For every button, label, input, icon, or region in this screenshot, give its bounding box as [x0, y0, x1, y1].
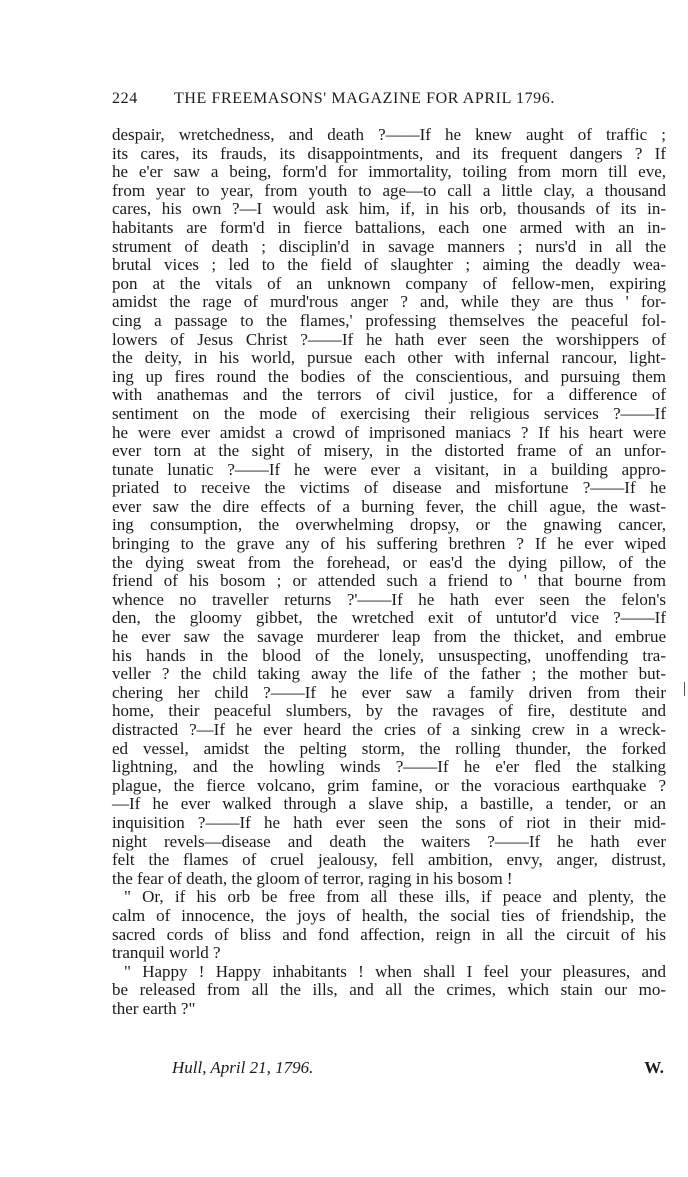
text-line: the dying sweat from the forehead, or eas'd the dying pillow, of the: [112, 552, 666, 572]
margin-mark: [684, 682, 685, 696]
text-line: friend of his bosom ; or attended such a friend to ' that bourne from: [112, 571, 666, 591]
text-line: " Or, if his orb be free from all these ills, if peace and plenty, the: [124, 887, 666, 907]
text-line: veller ? the child taking away the life of the father ; the mother but-: [112, 664, 666, 684]
page-header: [112, 90, 672, 114]
page-number: 224: [112, 90, 138, 107]
author-signature: W.: [644, 1058, 664, 1077]
text-line: ever torn at the sight of misery, in the distorted frame of an unfor-: [112, 441, 666, 461]
text-line: tranquil world ?: [112, 943, 221, 963]
text-line: home, their peaceful slumbers, by the ravages of fire, destitute and: [112, 701, 666, 721]
text-line: ever saw the dire effects of a burning fever, the chill ague, the wast-: [112, 496, 666, 516]
text-line: ing consumption, the overwhelming dropsy, or the gnawing cancer,: [112, 515, 666, 535]
text-line: den, the gloomy gibbet, the wretched exit of untutor'd vice ?——If: [112, 608, 666, 628]
text-line: its cares, its frauds, its disappointments, and its frequent dangers ? If: [112, 143, 666, 163]
text-line: sacred cords of bliss and fond affection, reign in all the circuit of his: [112, 924, 666, 944]
text-line: —If he ever walked through a slave ship, a bastille, a tender, or an: [112, 794, 666, 814]
text-line: chering her child ?——If he ever saw a family driven from their: [112, 682, 666, 702]
text-line: cares, his own ?—I would ask him, if, in his orb, thousands of its in-: [112, 199, 666, 219]
text-line: strument of death ; disciplin'd in savage manners ; nurs'd in all the: [112, 236, 666, 256]
text-line: inquisition ?——If he hath ever seen the sons of riot in their mid-: [112, 812, 666, 832]
text-line: tunate lunatic ?——If he were ever a visitant, in a building appro-: [112, 459, 666, 479]
text-line: cing a passage to the flames,' professing themselves the peaceful fol-: [112, 310, 666, 330]
text-line: the fear of death, the gloom of terror, raging in his bosom !: [112, 868, 513, 888]
text-line: be released from all the ills, and all the crimes, which stain our mo-: [112, 980, 666, 1000]
running-head: THE FREEMASONS' MAGAZINE FOR APRIL 1796.: [174, 90, 555, 107]
text-line: night revels—disease and death the waiters ?——If he hath ever: [112, 831, 666, 851]
text-line: calm of innocence, the joys of health, the social ties of friendship, the: [112, 905, 666, 925]
text-line: brutal vices ; led to the field of slaughter ; aiming the deadly wea-: [112, 255, 666, 275]
text-line: he were ever amidst a crowd of imprisoned maniacs ? If his heart were: [112, 422, 666, 442]
text-line: he ever saw the savage murderer leap from the thicket, and embrue: [112, 627, 666, 647]
text-line: the deity, in his world, pursue each other with infernal rancour, light-: [112, 348, 666, 368]
text-line: habitants are form'd in fierce battalions, each one armed with an in-: [112, 217, 666, 237]
text-line: whence no traveller returns ?'——If he hath ever seen the felon's: [112, 589, 666, 609]
text-line: sentiment on the mode of exercising their religious services ?——If: [112, 403, 666, 423]
text-line: distracted ?—If he ever heard the cries of a sinking crew in a wreck-: [112, 720, 666, 739]
text-line: priated to receive the victims of disease and misfortune ?——If he: [112, 478, 666, 498]
text-line: felt the flames of cruel jealousy, fell ambition, envy, anger, distrust,: [112, 850, 666, 870]
text-line: with anathemas and the terrors of civil justice, for a difference of: [112, 385, 666, 405]
text-line: lightning, and the howling winds ?——If he e'er fled the stalking: [112, 757, 666, 777]
place-and-date: Hull, April 21, 1796.: [172, 1058, 314, 1077]
article-signoff: [112, 1058, 666, 1082]
article-body: [112, 126, 666, 1019]
text-line: despair, wretchedness, and death ?——If he knew aught of traffic ;: [112, 125, 666, 144]
text-line: plague, the fierce volcano, grim famine, or the voracious earthquake ?: [112, 775, 666, 795]
text-line: amidst the rage of murd'rous anger ? and, while they are thus ' for-: [112, 292, 666, 312]
text-line: his hands in the blood of the lonely, unsuspecting, unoffending tra-: [112, 645, 666, 665]
text-line: he e'er saw a being, form'd for immortality, toiling from morn till eve,: [112, 162, 666, 182]
text-line: lowers of Jesus Christ ?——If he hath ever seen the worshippers of: [112, 329, 666, 349]
text-line: from year to year, from youth to age—to call a little clay, a thousand: [112, 180, 666, 200]
text-line: ther earth ?": [112, 998, 196, 1018]
text-line: ing up fires round the bodies of the conscientious, and pursuing them: [112, 366, 666, 386]
text-line: pon at the vitals of an unknown company of fellow-men, expiring: [112, 273, 666, 293]
text-line: bringing to the grave any of his suffering brethren ? If he ever wiped: [112, 534, 666, 554]
text-line: " Happy ! Happy inhabitants ! when shall I feel your pleasures, and: [124, 961, 666, 981]
text-line: ed vessel, amidst the pelting storm, the rolling thunder, the forked: [112, 738, 666, 758]
